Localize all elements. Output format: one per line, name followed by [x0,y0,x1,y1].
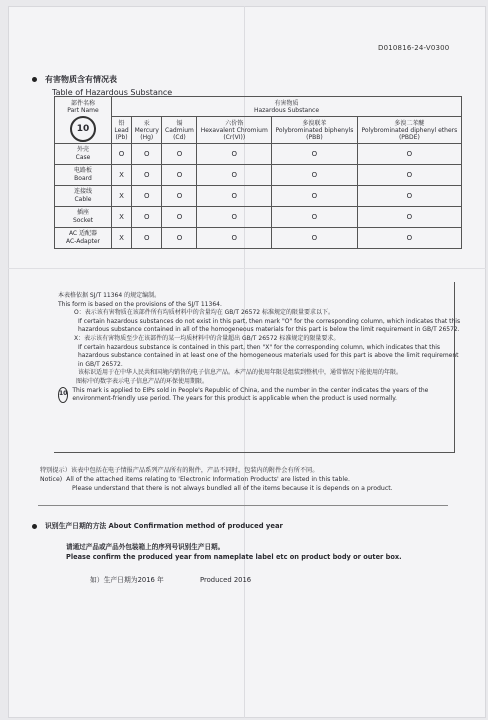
hazardous-substance-header: 有害物质 Hazardous Substance [112,97,462,117]
table-row [55,144,462,165]
table-cell: O [357,186,461,207]
table-cell: O [197,144,272,165]
table-cell: O [197,207,272,228]
table-cell: O [162,186,197,207]
mark-note-cn: 图标中的数字表示电子信息产品的环保使用期限。 [76,377,209,385]
bullet-icon [32,524,37,529]
produced-example: 如）生产日期为2016 年 Produced 2016 [90,576,252,584]
table-cell: O [272,207,358,228]
table-cell: O [357,228,461,249]
section-divider [38,505,448,506]
column-header-4: 多溴联苯 Polybrominated biphenyls (PBB) [272,116,358,143]
o-note-en: If certain hazardous substances do not exist in this part, then mark "O" for the corresponding column, which indicates that this hazardous substance contained in all of the homogeneous materials for this part is below the limit requirement in GB/T 26572. [78,317,461,334]
column-header-5: 多溴二苯醚 Polybrominated diphenyl ethers (PBDE) [357,116,461,143]
special-notice [40,466,460,493]
table-cell: O [162,165,197,186]
hazardous-substance-table [54,96,462,249]
table-cell: O [357,207,461,228]
table-cell: O [132,186,162,207]
x-note-cn: X：表示该有害物质至少在该部件的某一均质材料中的含量超出 GB/T 26572 标准规定的限量要求。 [74,334,340,342]
eco-period-logo-icon: 10 [58,387,68,403]
column-header-2: 镉 Cadmium (Cd) [162,116,197,143]
o-note-cn: O：表示该有害物质在该部件所有均质材料中的含量均在 GB/T 26572 标准规定的限量要求以下。 [74,309,334,317]
row-label: AC 适配器 AC-Adapter [55,228,112,249]
table-row [55,207,462,228]
special-notice-cn: 特别提示）该表中包括在电子情报产品系列产品所有的附件，产品不同时，包装内的附件会有所不同。 [40,467,319,474]
table-cell: O [272,228,358,249]
table-cell: O [272,144,358,165]
table-cell: O [272,186,358,207]
table-cell: X [112,186,132,207]
row-label: 外壳 Case [55,144,112,165]
x-note-en: If certain hazardous substance is contained in this part, then "X" for the corresponding column, which indicates that this hazardous substance contained in at least one of the homogeneous materials used for this part is above the limit requirement in GB/T 26572. [78,343,459,368]
table-cell: O [197,165,272,186]
document-id: D010816-24-V0300 [378,44,450,52]
table-cell: X [112,207,132,228]
eco-period-logo-icon: 10 [70,116,96,142]
row-label: 插座 Socket [55,207,112,228]
table-cell: O [272,165,358,186]
table-cell: O [197,186,272,207]
table-cell: O [357,165,461,186]
table-cell: O [132,207,162,228]
table-cell: X [112,228,132,249]
table-cell: O [132,144,162,165]
table-cell: O [132,165,162,186]
notes-box-border [54,452,455,453]
special-notice-en-2: Please understand that there is not always bundled all of the items because it is depends on a product. [72,485,393,492]
heading-en: Table of Hazardous Substance [52,88,173,97]
basis-en: This form is based on the provisions of the SJ/T 11364. [58,300,222,308]
confirm-instructions: 请通过产品或产品外包装箱上的序列号识别生产日期。 Please confirm the produced year from nameplate label etc on product body or outer box. [66,543,402,561]
table-cell: O [162,207,197,228]
table-cell: O [162,144,197,165]
basis-cn: 本表格依据 SJ/T 11364 的规定编制。 [58,292,161,299]
fold-line-horizontal [8,268,486,269]
special-notice-en-1: Notice) All of the attached items relating to 'Electronic Information Products' are listed in this table. [40,476,350,483]
notes-block [58,292,462,404]
row-label: 电路板 Board [55,165,112,186]
row-label: 连接线 Cable [55,186,112,207]
table-cell: O [162,228,197,249]
table-cell: X [112,165,132,186]
table-cell: O [112,144,132,165]
table-cell: O [132,228,162,249]
part-name-header: 部件名称 Part Name 10 [55,97,112,144]
table-row [55,165,462,186]
table-cell: O [197,228,272,249]
table-row [55,228,462,249]
mark-note-en: 10 This mark is applied to EIPs sold in People's Republic of China, and the number in the center indicates the years of the environment-friendly use period. The years for this product is applicable when the product is used normally. [59,386,429,403]
column-header-3: 六价铬 Hexavalent Chromium (Cr(VI)) [197,116,272,143]
table-cell: O [357,144,461,165]
table-row [55,186,462,207]
column-header-0: 铅 Lead (Pb) [112,116,132,143]
heading-cn: 有害物质含有情况表 [32,74,117,85]
section2-title: 识别生产日期的方法 About Confirmation method of produced year [32,520,283,530]
china-note-cn: 该标识适用于在中华人民共和国境内销售的电子信息产品。本产品的使用年限是组装到整机中，通常情况下能使用的年限。 [78,369,403,377]
column-header-1: 汞 Mercury (Hg) [132,116,162,143]
bullet-icon [32,77,37,82]
